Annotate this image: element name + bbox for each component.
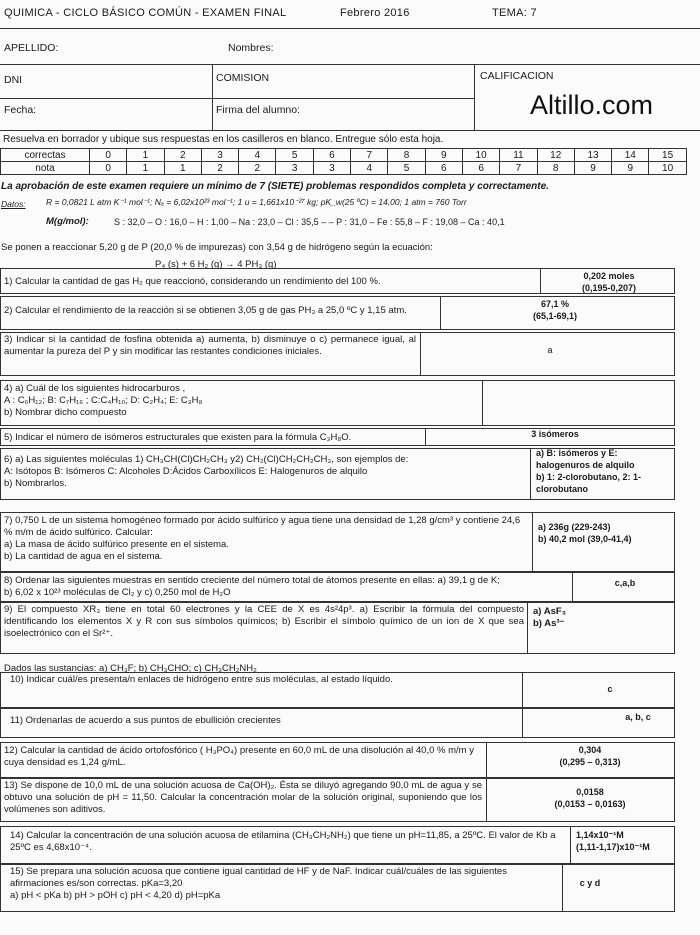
grade-cell: 2 — [239, 162, 276, 175]
grade-cell: 3 — [276, 162, 313, 175]
grade-cell: 7 — [351, 149, 388, 162]
grade-cell: 3 — [201, 149, 238, 162]
q6-text: 6) a) Las siguientes moléculas 1) CH₃CH(Cl)CH₂CH₃ y2) CH₂(Cl)CH₂CH₂CH₃, son ejemplos de: A: Isótopos B: Isómeros C: Alcoholes D:Ácidos Carboxílicos E: Halogenuros de alquilo b) Nombrarlos. — [4, 454, 409, 489]
grade-cell: 8 — [537, 162, 574, 175]
q6-answer: a) B: isómeros y E: halogenuros de alquilo b) 1: 2-clorobutano, 2: 1-clorobutano — [536, 448, 642, 494]
grade-table — [0, 148, 687, 175]
exam-date: Febrero 2016 — [340, 7, 410, 19]
exam-tema: TEMA: 7 — [492, 7, 537, 19]
grade-cell: 14 — [612, 149, 649, 162]
grade-cell: 9 — [574, 162, 611, 175]
grade-cell: 13 — [574, 149, 611, 162]
q5-text: 5) Indicar el número de isómeros estructurales que existen para la fórmula C₃H₈O. — [4, 432, 352, 443]
altillo-logo: Altillo.com — [530, 90, 654, 120]
q8-sep — [572, 572, 573, 602]
grade-cell: 2 — [201, 162, 238, 175]
grade-cell: 7 — [500, 162, 537, 175]
grade-cell: 0 — [90, 149, 127, 162]
grade-row-correctas — [1, 149, 687, 162]
grade-cell: 15 — [649, 149, 686, 162]
q3-text: 3) Indicar si la cantidad de fosfina obtenida a) aumenta, b) disminuye o c) permanece igual, al aumentar la pureza del P y sin modificar las restantes condiciones iniciales. — [4, 334, 416, 357]
grade-cell: 9 — [612, 162, 649, 175]
q3-answer: a — [547, 345, 553, 355]
q5-answer: 3 isómeros — [531, 429, 579, 439]
substances-intro: Dados las sustancias: a) CH₃F; b) CH₃CHO; c) CH₃CH₂NH₂ — [4, 663, 257, 674]
fields-vdivider-1 — [212, 64, 213, 130]
grade-cell: 10 — [462, 149, 499, 162]
q14-text: 14) Calcular la concentración de una solución acuosa de etilamina (CH₃CH₂NH₂) que tiene un pH=11,85, a 25ºC. El valor de Kb a 25ºC es 4,68x10⁻⁴. — [10, 830, 556, 853]
q12-sep — [486, 742, 487, 778]
datos-label: Datos: — [1, 199, 26, 209]
q6-sep — [530, 448, 531, 500]
instructions: Resuelva en borrador y ubique sus respuestas en los casilleros en blanco. Entregue sólo esta hoja. — [3, 134, 444, 145]
grade-row-label: correctas — [1, 149, 90, 162]
q10-text: 10) Indicar cuál/es presenta/n enlaces de hidrógeno entre sus moléculas, al estado líquido. — [10, 674, 393, 685]
grade-cell: 4 — [351, 162, 388, 175]
fecha-label: Fecha: — [4, 104, 37, 116]
fields-divider-1 — [0, 64, 700, 65]
masas-label: M(g/mol): — [46, 216, 89, 227]
q9-sep — [527, 602, 528, 654]
header-divider — [0, 28, 700, 29]
q15-answer: c y d — [579, 878, 601, 888]
grade-cell: 0 — [90, 162, 127, 175]
q2-answer: 67,1 % (65,1-69,1) — [532, 299, 578, 321]
calificacion-label: CALIFICACION — [480, 70, 554, 82]
grade-cell: 9 — [425, 149, 462, 162]
approval-note: La aprobación de este examen requiere un mínimo de 7 (SIETE) problemas respondidos completa y correctamente. — [1, 181, 549, 192]
fields-divider-3 — [0, 130, 700, 131]
grade-cell: 6 — [425, 162, 462, 175]
q4-text: 4) a) Cuál de los siguientes hidrocarburos , A : C₆H₁₂; B: C₇H₁₆ ; C:C₄H₁₀; D: C₂H₄; E: C₃H₈ b) Nombrar dicho compuesto — [4, 383, 203, 418]
q7-text: 7) 0,750 L de un sistema homogéneo formado por ácido sulfúrico y agua tiene una densidad de 1,28 g/cm³ y contiene 24,6 % m/m de ácido sulfúrico. Calcular: a) La masa de ácido sulfúrico presente en el sistema. b) La cantidad de agua en el sistema. — [4, 515, 521, 562]
grade-cell: 1 — [127, 149, 164, 162]
grade-cell: 5 — [388, 162, 425, 175]
q15-text: 15) Se prepara una solución acuosa que contiene igual cantidad de HF y de NaF. Indicar cuál/cuáles de las siguientes afirmaciones es/son correctas. pKa=3,20 a) pH < pKa b) pH > pOH c) pH < 4,20 d) pH=pKa — [10, 866, 507, 901]
grade-cell: 5 — [276, 149, 313, 162]
equation: P₄ (s) + 6 H₂ (g) → 4 PH₃ (g) — [155, 259, 277, 270]
q14-answer: 1,14x10⁻¹M (1,11-1,17)x10⁻¹M — [576, 830, 650, 852]
masas-values: S : 32,0 – O : 16,0 – H : 1,00 – Na : 23,0 – Cl : 35,5 – – P : 31,0 – Fe : 55,8 – F : 19,08 – Ca : 40,1 — [114, 217, 505, 227]
q11-sep — [522, 708, 523, 738]
q11-answer: a, b, c — [625, 712, 651, 722]
grade-cell: 10 — [649, 162, 686, 175]
grade-cell: 2 — [164, 149, 201, 162]
grade-cell: 6 — [313, 149, 350, 162]
q13-text: 13) Se dispone de 10,0 mL de una solución acuosa de Ca(OH)₂. Ésta se diluyó agregando 90,0 mL de agua y se obtuvo una solución de pH = 11,50. Calcular la concentración molar de la solución original, suponiendo que los volúmenes son aditivos. — [4, 780, 482, 815]
grade-cell: 6 — [462, 162, 499, 175]
grade-cell: 3 — [313, 162, 350, 175]
q14-sep — [570, 826, 571, 864]
grade-cell: 1 — [127, 162, 164, 175]
q10-sep — [522, 672, 523, 708]
q7-sep — [532, 512, 533, 572]
q1-text: 1) Calcular la cantidad de gas H₂ que reaccionó, considerando un rendimiento del 100 %. — [4, 276, 381, 287]
q11-text: 11) Ordenarlas de acuerdo a sus puntos de ebullición crecientes — [10, 715, 281, 726]
q13-sep — [486, 778, 487, 822]
exam-title: QUIMICA - CICLO BÁSICO COMÚN - EXAMEN FINAL — [4, 7, 287, 19]
grade-row-nota — [1, 162, 687, 175]
nombres-label: Nombres: — [228, 42, 274, 54]
intro-problem: Se ponen a reaccionar 5,20 g de P (20,0 % de impurezas) con 3,54 g de hidrógeno según la ecuación: — [1, 242, 433, 253]
q13-answer: 0,0158 (0,0153 – 0,0163) — [554, 787, 626, 809]
q2-text: 2) Calcular el rendimiento de la reacción si se obtienen 3,05 g de gas PH₃ a 25,0 ºC y 1,15 atm. — [4, 305, 407, 316]
q8-answer: c,a,b — [614, 578, 636, 588]
q9-text: 9) El compuesto XR₃ tiene en total 60 electrones y la CEE de X es 4s²4p³. a) Escribir la fórmula del compuesto identificando los elementos X y R con sus símbolos químicos; b) Escribir el símbolo químico de un ion de X que sea isoelectrónico con el Sr²⁺. — [4, 604, 524, 639]
comision-label: COMISION — [216, 72, 270, 84]
grade-cell: 12 — [537, 149, 574, 162]
grade-cell: 4 — [239, 149, 276, 162]
grade-cell: 1 — [164, 162, 201, 175]
fields-divider-2 — [0, 98, 474, 99]
q9-answer: a) AsF₃ b) As³⁻ — [533, 606, 567, 629]
grade-cell: 8 — [388, 149, 425, 162]
fields-vdivider-2 — [474, 64, 475, 130]
datos-constants: R = 0,0821 L atm K⁻¹ mol⁻¹; Nₐ = 6,02x10²³ mol⁻¹; 1 u = 1,661x10⁻²⁷ kg; pK_w(25 ºC) = 14,00; 1 atm = 760 Torr — [46, 197, 467, 207]
q4-sep — [482, 380, 483, 426]
grade-row-label: nota — [1, 162, 90, 175]
grade-cell: 11 — [500, 149, 537, 162]
q1-answer: 0,202 moles (0,195-0,207) — [581, 271, 637, 293]
q12-answer: 0,304 (0,295 – 0,313) — [559, 745, 621, 767]
q1-sep — [540, 268, 541, 294]
q5-sep — [425, 428, 426, 446]
q3-sep — [420, 332, 421, 376]
q10-answer: c — [607, 684, 613, 694]
q7-answer: a) 236g (229-243) b) 40,2 mol (39,0-41,4) — [538, 522, 632, 544]
apellido-label: APELLIDO: — [4, 42, 59, 54]
firma-label: Firma del alumno: — [216, 104, 301, 116]
q8-text: 8) Ordenar las siguientes muestras en sentido creciente del número total de átomos presente en ellas: a) 39,1 g de K; b) 6,02 x 10²³ moléculas de Cl₂ y c) 0,250 mol de H₂O — [4, 575, 500, 598]
dni-label: DNI — [4, 74, 23, 86]
q12-text: 12) Calcular la cantidad de ácido ortofosfórico ( H₃PO₄) presente en 60,0 mL de una disolución al 40,0 % m/m y cuya densidad es 1,24 g/mL. — [4, 745, 474, 768]
q2-sep — [440, 296, 441, 330]
